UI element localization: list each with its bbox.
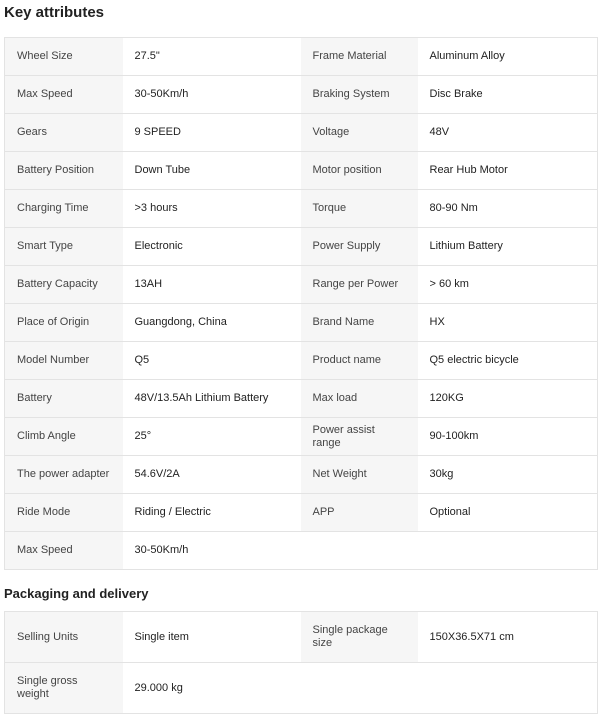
attr-key: Charging Time bbox=[5, 190, 123, 228]
attr-key: Battery Position bbox=[5, 152, 123, 190]
attr-key: Battery Capacity bbox=[5, 266, 123, 304]
attr-key: Voltage bbox=[301, 114, 418, 152]
attr-value: 150X36.5X71 cm bbox=[418, 612, 598, 663]
attr-key: Model Number bbox=[5, 342, 123, 380]
attr-key: Range per Power bbox=[301, 266, 418, 304]
attr-value: Lithium Battery bbox=[418, 228, 598, 266]
attr-key: Wheel Size bbox=[5, 38, 123, 76]
attr-key: Single package size bbox=[301, 612, 418, 663]
attr-value: Single item bbox=[123, 612, 301, 663]
table-row bbox=[5, 152, 598, 190]
attr-value: 120KG bbox=[418, 380, 598, 418]
attr-value: Q5 electric bicycle bbox=[418, 342, 598, 380]
table-row bbox=[5, 494, 598, 532]
attr-value: 30-50Km/h bbox=[123, 532, 301, 570]
table-row bbox=[5, 342, 598, 380]
attr-key: Power assist range bbox=[301, 418, 418, 456]
attr-value: 54.6V/2A bbox=[123, 456, 301, 494]
attr-value: 90-100km bbox=[418, 418, 598, 456]
attr-value: 13AH bbox=[123, 266, 301, 304]
attr-value: > 60 km bbox=[418, 266, 598, 304]
attr-key: Place of Origin bbox=[5, 304, 123, 342]
attr-key: Climb Angle bbox=[5, 418, 123, 456]
attr-value: 30-50Km/h bbox=[123, 76, 301, 114]
attr-key: Brand Name bbox=[301, 304, 418, 342]
table-row bbox=[5, 418, 598, 456]
attr-value: 9 SPEED bbox=[123, 114, 301, 152]
attr-key: Max Speed bbox=[5, 76, 123, 114]
attr-key: Product name bbox=[301, 342, 418, 380]
attr-key: Frame Material bbox=[301, 38, 418, 76]
attr-key: The power adapter bbox=[5, 456, 123, 494]
packaging-table bbox=[4, 611, 598, 714]
attr-value: Aluminum Alloy bbox=[418, 38, 598, 76]
attr-value: Q5 bbox=[123, 342, 301, 380]
attr-key: Single gross weight bbox=[5, 663, 123, 714]
table-row bbox=[5, 114, 598, 152]
key-attributes-heading: Key attributes bbox=[4, 4, 105, 21]
attr-key: Max Speed bbox=[5, 532, 123, 570]
table-row bbox=[5, 612, 598, 663]
table-row bbox=[5, 663, 598, 714]
attr-value: Down Tube bbox=[123, 152, 301, 190]
attr-value: Disc Brake bbox=[418, 76, 598, 114]
key-attributes-table bbox=[4, 37, 598, 570]
table-row bbox=[5, 380, 598, 418]
attr-value: 27.5" bbox=[123, 38, 301, 76]
table-row bbox=[5, 228, 598, 266]
attr-value: Riding / Electric bbox=[123, 494, 301, 532]
table-row bbox=[5, 266, 598, 304]
attr-key: Smart Type bbox=[5, 228, 123, 266]
table-row bbox=[5, 190, 598, 228]
attr-key: APP bbox=[301, 494, 418, 532]
table-row bbox=[5, 304, 598, 342]
attr-value: Rear Hub Motor bbox=[418, 152, 598, 190]
attr-key: Gears bbox=[5, 114, 123, 152]
table-row bbox=[5, 456, 598, 494]
attr-value: 29.000 kg bbox=[123, 663, 301, 714]
table-row bbox=[5, 532, 598, 570]
packaging-heading: Packaging and delivery bbox=[4, 586, 149, 601]
attr-value: Guangdong, China bbox=[123, 304, 301, 342]
table-row bbox=[5, 76, 598, 114]
attr-value: Electronic bbox=[123, 228, 301, 266]
attr-value-empty bbox=[418, 532, 598, 570]
attr-key-empty bbox=[301, 532, 418, 570]
attr-value: 25° bbox=[123, 418, 301, 456]
attr-key: Max load bbox=[301, 380, 418, 418]
attr-key: Net Weight bbox=[301, 456, 418, 494]
attr-value: 30kg bbox=[418, 456, 598, 494]
attr-key: Power Supply bbox=[301, 228, 418, 266]
attr-value: 48V bbox=[418, 114, 598, 152]
attr-value: 48V/13.5Ah Lithium Battery bbox=[123, 380, 301, 418]
attr-value-empty bbox=[418, 663, 598, 714]
attr-value: Optional bbox=[418, 494, 598, 532]
attr-value: >3 hours bbox=[123, 190, 301, 228]
attr-key: Braking System bbox=[301, 76, 418, 114]
attr-key: Battery bbox=[5, 380, 123, 418]
attr-value: 80-90 Nm bbox=[418, 190, 598, 228]
attr-key: Torque bbox=[301, 190, 418, 228]
table-row bbox=[5, 38, 598, 76]
attr-value: HX bbox=[418, 304, 598, 342]
attr-key: Ride Mode bbox=[5, 494, 123, 532]
attr-key: Selling Units bbox=[5, 612, 123, 663]
attr-key: Motor position bbox=[301, 152, 418, 190]
attr-key-empty bbox=[301, 663, 418, 714]
